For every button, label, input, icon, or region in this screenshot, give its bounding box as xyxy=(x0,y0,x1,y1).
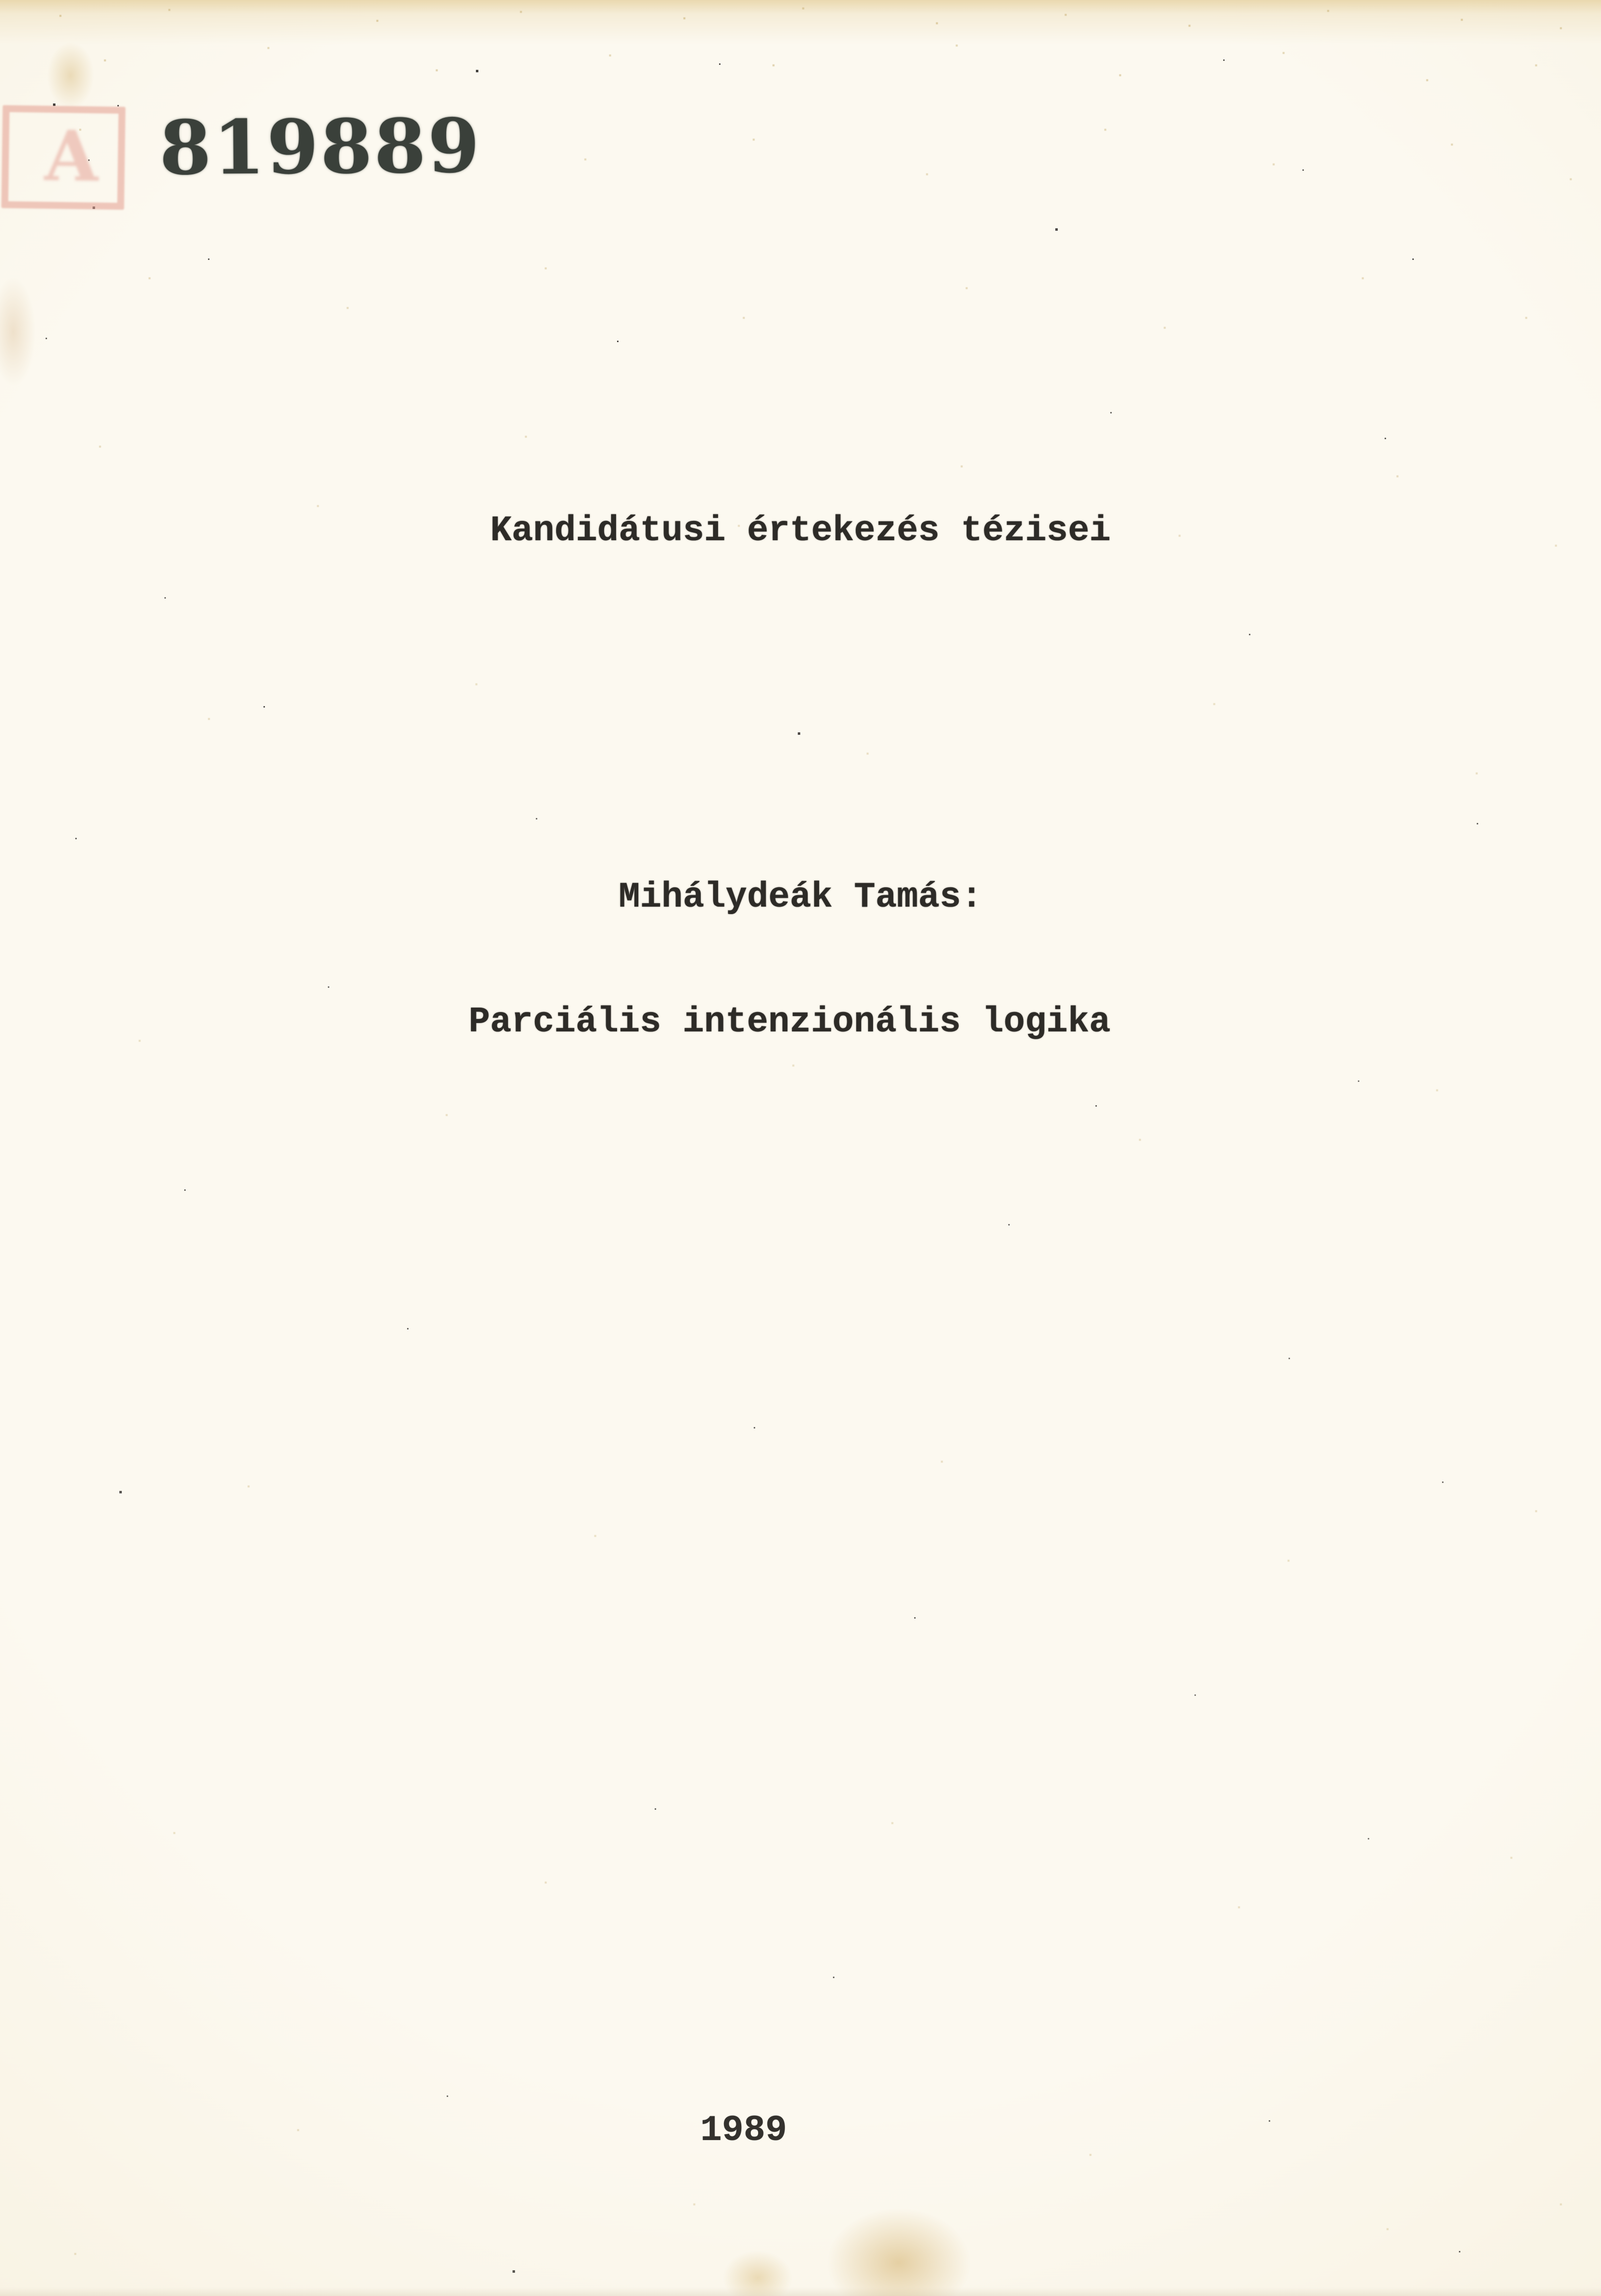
paper-stain xyxy=(0,277,36,386)
call-number-stamp: 819889 xyxy=(159,102,482,192)
author-name: Mihálydeák Tamás: xyxy=(619,877,982,918)
library-ownership-stamp xyxy=(1,105,126,209)
paper-specks-dark xyxy=(0,0,1,1)
stamp-letter: A xyxy=(44,115,99,198)
paper-stain xyxy=(827,2208,971,2296)
thesis-type-heading: Kandidátusi értekezés tézisei xyxy=(490,510,1111,551)
paper-stain xyxy=(723,2250,792,2296)
publication-year: 1989 xyxy=(700,2110,787,2151)
paper-specks-tan xyxy=(0,0,2,2)
paper-stain xyxy=(47,42,94,109)
thesis-title: Parciális intenzionális logika xyxy=(468,1002,1111,1042)
